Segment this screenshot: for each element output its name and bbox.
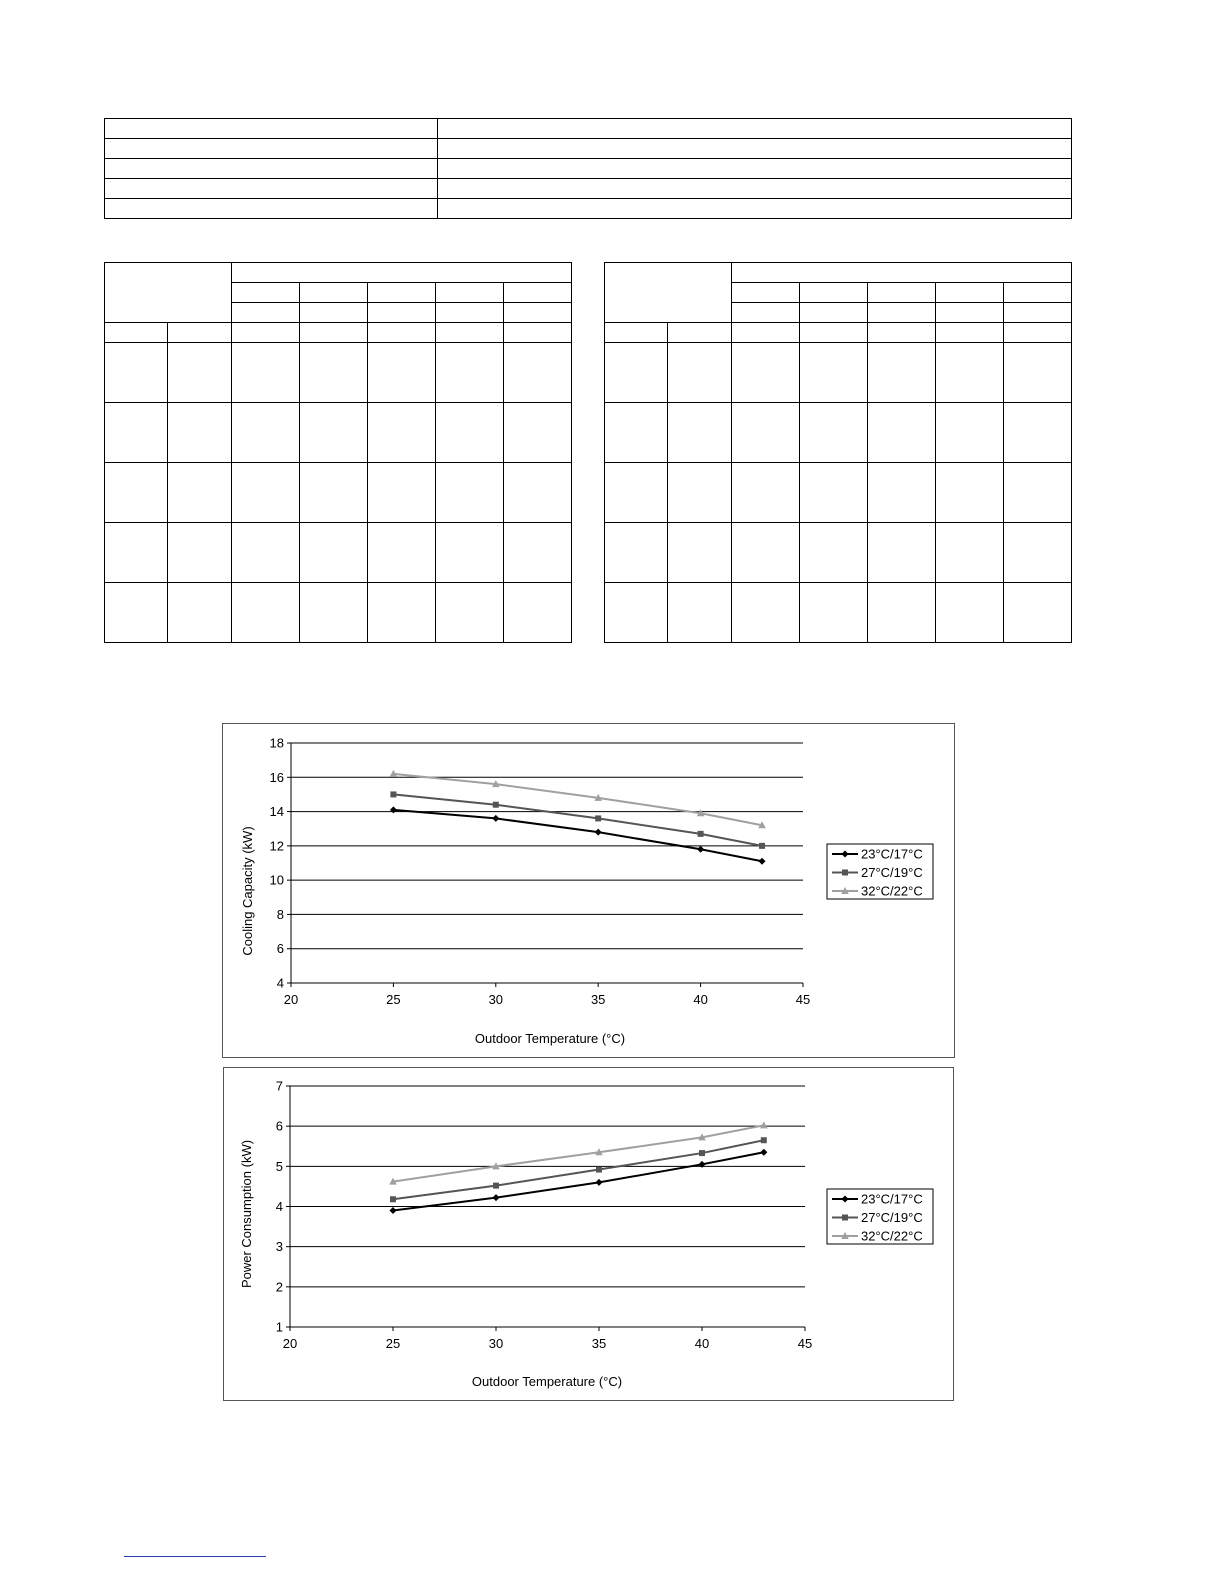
footer-link-underline[interactable] [124, 1556, 266, 1557]
data-point [390, 1207, 397, 1214]
data-point [759, 858, 766, 865]
table-cell [232, 403, 300, 463]
table-cell [105, 583, 168, 643]
table-cell [1004, 523, 1072, 583]
table-cell [936, 583, 1004, 643]
table-cell [668, 523, 732, 583]
table-cell [105, 119, 438, 139]
table-cell [732, 343, 800, 403]
table-cell [436, 283, 504, 303]
table-cell [438, 159, 1072, 179]
table-cell [868, 583, 936, 643]
y-tick-label: 1 [275, 1319, 283, 1335]
x-tick-label: 40 [694, 1336, 710, 1351]
table-cell [504, 343, 572, 403]
y-tick-label: 6 [276, 941, 284, 957]
table-cell [868, 343, 936, 403]
table-cell [504, 323, 572, 343]
table-cell [436, 323, 504, 343]
table-cell [800, 403, 868, 463]
table-row [105, 523, 572, 583]
table-cell [605, 583, 668, 643]
table-cell [368, 523, 436, 583]
x-tick-label: 30 [488, 992, 504, 1007]
table-cell [936, 403, 1004, 463]
y-tick-label: 7 [275, 1078, 283, 1094]
table-cell [368, 323, 436, 343]
table-cell [300, 323, 368, 343]
table-cell [868, 323, 936, 343]
data-point [493, 1183, 499, 1189]
table-cell [605, 323, 668, 343]
table-cell [936, 303, 1004, 323]
table-cell [168, 323, 232, 343]
table-cell [436, 583, 504, 643]
table-cell [105, 263, 232, 323]
power-consumption-chart-svg [224, 1068, 953, 1400]
table-cell [868, 303, 936, 323]
series-line [393, 1152, 764, 1210]
x-axis-label: Outdoor Temperature (°C) [471, 1374, 623, 1389]
data-point [761, 1137, 767, 1143]
table-row [605, 583, 1072, 643]
table-row [605, 263, 1072, 283]
table-cell [868, 283, 936, 303]
table-cell [800, 303, 868, 323]
table-row [105, 583, 572, 643]
y-tick-label: 6 [275, 1118, 283, 1134]
table-cell [168, 583, 232, 643]
table-cell [732, 323, 800, 343]
data-point [595, 815, 601, 821]
table-cell [436, 303, 504, 323]
y-axis-label: Cooling Capacity (kW) [240, 826, 255, 956]
table-cell [800, 323, 868, 343]
data-point [390, 791, 396, 797]
x-tick-label: 25 [386, 992, 401, 1007]
table-cell [105, 199, 438, 219]
table-cell [436, 463, 504, 523]
table-cell [105, 403, 168, 463]
x-tick-label: 35 [590, 992, 606, 1007]
series-line [393, 1140, 764, 1199]
table-cell [504, 303, 572, 323]
table-cell [168, 403, 232, 463]
table-row [605, 403, 1072, 463]
table-row [105, 179, 1072, 199]
table-row [605, 323, 1072, 343]
table-cell [1004, 303, 1072, 323]
table-cell [732, 463, 800, 523]
table-cell [936, 283, 1004, 303]
data-point [390, 806, 397, 813]
data-point [493, 802, 499, 808]
performance-table-left [104, 262, 572, 643]
table-cell [732, 523, 800, 583]
table-cell [168, 463, 232, 523]
x-axis-label: Outdoor Temperature (°C) [474, 1031, 626, 1046]
table-row [605, 343, 1072, 403]
y-tick-label: 4 [275, 1199, 283, 1214]
y-tick-label: 14 [269, 804, 284, 820]
y-tick-label: 12 [269, 838, 284, 854]
legend-label: 32°C/22°C [861, 883, 923, 899]
y-tick-label: 2 [275, 1279, 283, 1295]
table-row [105, 323, 572, 343]
table-cell [732, 583, 800, 643]
table-cell [668, 583, 732, 643]
table-row [105, 403, 572, 463]
table-row [105, 139, 1072, 159]
table-cell [605, 463, 668, 523]
table-cell [168, 343, 232, 403]
table-row [105, 463, 572, 523]
table-cell [168, 523, 232, 583]
table-cell [504, 403, 572, 463]
table-cell [868, 463, 936, 523]
table-cell [436, 523, 504, 583]
table-cell [368, 343, 436, 403]
data-point [759, 843, 765, 849]
table-cell [732, 263, 1072, 283]
table-row [605, 463, 1072, 523]
table-cell [936, 463, 1004, 523]
table-cell [605, 403, 668, 463]
table-cell [105, 523, 168, 583]
x-tick-label: 45 [795, 992, 811, 1007]
legend-label: 27°C/19°C [861, 1210, 923, 1225]
table-cell [368, 583, 436, 643]
data-point [699, 1150, 705, 1156]
table-row [105, 343, 572, 403]
table-row [105, 199, 1072, 219]
table-cell [1004, 323, 1072, 343]
table-cell [232, 303, 300, 323]
table-cell [668, 323, 732, 343]
table-cell [605, 263, 732, 323]
table-cell [300, 403, 368, 463]
table-cell [800, 463, 868, 523]
table-cell [800, 523, 868, 583]
table-cell [1004, 283, 1072, 303]
table-cell [668, 463, 732, 523]
table-cell [436, 343, 504, 403]
y-tick-label: 5 [275, 1158, 283, 1174]
table-cell [936, 523, 1004, 583]
table-cell [1004, 403, 1072, 463]
table-cell [368, 283, 436, 303]
data-point [697, 846, 704, 853]
table-cell [105, 179, 438, 199]
table-cell [1004, 583, 1072, 643]
table-cell [800, 343, 868, 403]
table-cell [936, 323, 1004, 343]
legend-label: 23°C/17°C [861, 846, 923, 862]
table-cell [232, 343, 300, 403]
y-tick-label: 3 [275, 1239, 283, 1255]
table-cell [105, 463, 168, 523]
table-cell [504, 523, 572, 583]
table-cell [232, 463, 300, 523]
y-tick-label: 4 [276, 975, 284, 991]
table-cell [436, 403, 504, 463]
table-cell [800, 283, 868, 303]
data-point [493, 1194, 500, 1201]
table-row [605, 523, 1072, 583]
table-cell [232, 523, 300, 583]
table-cell [300, 343, 368, 403]
x-tick-label: 40 [693, 992, 708, 1007]
x-tick-label: 45 [797, 1336, 813, 1351]
table-cell [732, 283, 800, 303]
table-cell [300, 463, 368, 523]
table-cell [438, 179, 1072, 199]
table-cell [232, 263, 572, 283]
table-cell [936, 343, 1004, 403]
x-tick-label: 20 [283, 992, 299, 1007]
data-point [760, 1149, 767, 1156]
y-tick-label: 10 [269, 872, 284, 888]
cooling-capacity-chart-svg [223, 724, 954, 1057]
y-tick-label: 16 [269, 769, 284, 785]
table-cell [368, 403, 436, 463]
table-cell [1004, 343, 1072, 403]
x-tick-label: 25 [385, 1336, 401, 1351]
specification-table [104, 118, 1072, 219]
table-row [105, 119, 1072, 139]
table-cell [504, 583, 572, 643]
table-cell [438, 119, 1072, 139]
data-point [596, 1167, 602, 1173]
table-cell [504, 463, 572, 523]
series-line [393, 794, 762, 845]
table-cell [368, 463, 436, 523]
cooling-capacity-chart [222, 723, 955, 1058]
table-cell [105, 343, 168, 403]
x-tick-label: 35 [591, 1336, 607, 1351]
table-cell [438, 139, 1072, 159]
table-cell [868, 403, 936, 463]
table-cell [1004, 463, 1072, 523]
table-cell [232, 583, 300, 643]
table-cell [300, 283, 368, 303]
x-tick-label: 20 [282, 1336, 298, 1351]
data-point [698, 831, 704, 837]
table-cell [732, 403, 800, 463]
performance-table-right [604, 262, 1072, 643]
table-cell [368, 303, 436, 323]
data-point [596, 1179, 603, 1186]
table-cell [300, 583, 368, 643]
table-cell [438, 199, 1072, 219]
legend-marker [842, 870, 848, 876]
table-row [105, 159, 1072, 179]
table-cell [105, 139, 438, 159]
y-tick-label: 18 [269, 735, 284, 751]
table-cell [605, 523, 668, 583]
legend-label: 32°C/22°C [861, 1228, 923, 1244]
table-cell [800, 583, 868, 643]
data-point [390, 1196, 396, 1202]
table-cell [232, 323, 300, 343]
table-cell [504, 283, 572, 303]
power-consumption-chart [223, 1067, 954, 1401]
legend-label: 23°C/17°C [861, 1191, 923, 1207]
table-cell [105, 323, 168, 343]
legend-marker [842, 1215, 848, 1221]
legend-label: 27°C/19°C [861, 865, 923, 880]
table-cell [232, 283, 300, 303]
table-cell [668, 343, 732, 403]
table-cell [300, 523, 368, 583]
table-row [105, 263, 572, 283]
table-cell [605, 343, 668, 403]
table-cell [868, 523, 936, 583]
x-tick-label: 30 [488, 1336, 504, 1351]
data-point [595, 829, 602, 836]
table-cell [105, 159, 438, 179]
table-cell [300, 303, 368, 323]
y-tick-label: 8 [276, 906, 284, 922]
table-cell [668, 403, 732, 463]
y-axis-label: Power Consumption (kW) [239, 1139, 254, 1289]
data-point [492, 815, 499, 822]
table-cell [732, 303, 800, 323]
